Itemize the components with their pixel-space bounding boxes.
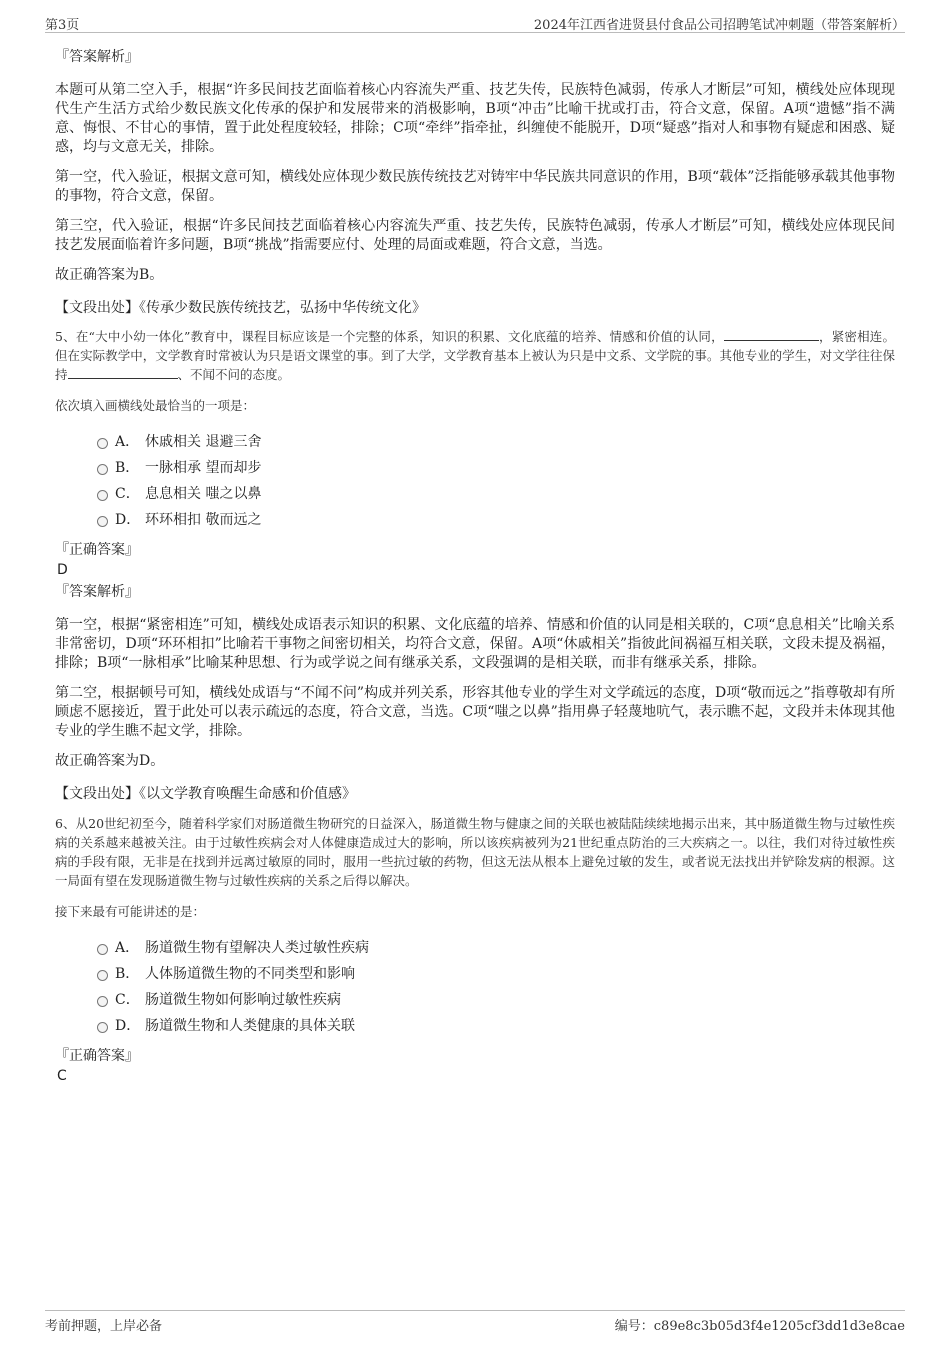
q4-analysis-heading: 『答案解析』: [55, 49, 139, 65]
q6-correct-answer: C: [57, 1068, 67, 1084]
document-title: 2024年江西省进贤县付食品公司招聘笔试冲刺题（带答案解析）: [533, 18, 905, 33]
q6-option-c[interactable]: C． 肠道微生物如何影响过敏性疾病: [97, 987, 895, 1013]
q5-analysis-p1: 第一空，根据“紧密相连”可知，横线处成语表示知识的积累、文化底蕴的培养、情感和价值的认同是相关联的，C项“息息相关”比喻关系非常密切，D项“环环相扣”比喻若干事物之间密切相关，均符合文意，保留。A项“休戚相关”指彼此间祸福互相关联，文段未提及祸福，排除；B项“一脉相承”比喻某种思想、行为或学说之间有继承关系，文段强调的是相关联，而非有继承关系，排除。: [55, 617, 895, 671]
q4-analysis-p2: 第一空，代入验证，根据文意可知，横线处应体现少数民族传统技艺对铸牢中华民族共同意识的作用，B项“载体”泛指能够承载其他事物的事物，符合文意，保留。: [55, 169, 895, 204]
q6-option-a[interactable]: A． 肠道微生物有望解决人类过敏性疾病: [97, 935, 895, 961]
q4-conclusion: 故正确答案为B。: [55, 267, 164, 283]
radio-icon[interactable]: [97, 464, 108, 475]
radio-icon[interactable]: [97, 944, 108, 955]
q5-correct-heading: 『正确答案』: [55, 542, 139, 558]
q5-option-d[interactable]: D． 环环相扣 敬而远之: [97, 507, 895, 533]
q6-prompt: 接下来最有可能讲述的是：: [55, 904, 206, 919]
radio-icon[interactable]: [97, 490, 108, 501]
q5-option-a[interactable]: A． 休戚相关 退避三舍: [97, 429, 895, 455]
q5-stem-part2: ，紧密相连。但在实际教学中，文学教育时常被认为只是语文课堂的事。到了大学，文学教育基本上被认为只是中文系、文学院的事。其他专业的学生，对文学往往保持: [55, 329, 895, 382]
q5-option-c[interactable]: C． 息息相关 嗤之以鼻: [97, 481, 895, 507]
q5-stem-part1: 5、在“大中小幼一体化”教育中，课程目标应该是一个完整的体系，知识的积累、文化底蕴的培养、情感和价值的认同，: [55, 329, 724, 344]
q6-correct-heading: 『正确答案』: [55, 1048, 139, 1064]
q5-analysis-p2: 第二空，根据顿号可知，横线处成语与“不闻不问”构成并列关系，形容其他专业的学生对文学疏远的态度，D项“敬而远之”指尊敬却有所顾虑不愿接近，置于此处可以表示疏远的态度，符合文意，当选。C项“嗤之以鼻”指用鼻子轻蔑地吭气，表示瞧不起，文段并未体现其他专业的学生瞧不起文学，排除。: [55, 685, 895, 739]
q6-option-d[interactable]: D． 肠道微生物和人类健康的具体关联: [97, 1013, 895, 1039]
q5-option-b[interactable]: B． 一脉相承 望而却步: [97, 455, 895, 481]
radio-icon[interactable]: [97, 970, 108, 981]
q5-blank-1: [724, 328, 819, 341]
page-content: [55, 44, 895, 1085]
q5-blank-2: [68, 366, 178, 379]
q5-options: [97, 429, 895, 533]
q5-source: 【文段出处】《以文学教育唤醒生命感和价值感》: [55, 786, 356, 802]
radio-icon[interactable]: [97, 438, 108, 449]
q4-analysis-p1: 本题可从第二空入手，根据“许多民间技艺面临着核心内容流失严重、技艺失传，民族特色减弱，传承人才断层”可知，横线处应体现现代生产生活方式给少数民族文化传承的保护和发展带来的消极影响，B项“冲击”比喻干扰或打击，符合文意，保留。A项“遗憾”指不满意、悔恨、不甘心的事情，置于此处程度较轻，排除；C项“牵绊”指牵扯，纠缠使不能脱开，D项“疑惑”指对人和事物有疑虑和困惑、疑惑，均与文意无关，排除。: [55, 82, 895, 155]
radio-icon[interactable]: [97, 996, 108, 1007]
q6-options: [97, 935, 895, 1039]
q6-stem: 6、从20世纪初至今，随着科学家们对肠道微生物研究的日益深入，肠道微生物与健康之间的关联也被陆陆续续地揭示出来，其中肠道微生物与过敏性疾病的关系越来越被关注。由于过敏性疾病会对人体健康造成过大的影响，所以该疾病被列为21世纪重点防治的三大疾病之一。以往，我们对待过敏性疾病的手段有限，无非是在找到并远离过敏原的同时，服用一些抗过敏的药物，但这无法从根本上避免过敏的发生，或者说无法找出并铲除发病的根源。这一局面有望在发现肠道微生物与过敏性疾病的关系之后得以解决。: [55, 816, 895, 888]
q5-prompt: 依次填入画横线处最恰当的一项是：: [55, 398, 256, 413]
q6-option-b[interactable]: B． 人体肠道微生物的不同类型和影响: [97, 961, 895, 987]
q5-analysis-heading: 『答案解析』: [55, 584, 139, 600]
q5-correct-answer: D: [57, 562, 68, 578]
q5-conclusion: 故正确答案为D。: [55, 753, 165, 769]
footer-slogan: 考前押题，上岸必备: [45, 1319, 163, 1334]
q4-source: 【文段出处】《传承少数民族传统技艺，弘扬中华传统文化》: [55, 300, 426, 316]
radio-icon[interactable]: [97, 1022, 108, 1033]
q4-analysis-p3: 第三空，代入验证，根据“许多民间技艺面临着核心内容流失严重、技艺失传，民族特色减弱，传承人才断层”可知，横线处应体现民间技艺发展面临着许多问题，B项“挑战”指需要应付、处理的局面或难题，符合文意，当选。: [55, 218, 895, 253]
page-number: 第3页: [45, 18, 80, 33]
q5-stem-part3: 、不闻不问的态度。: [177, 367, 291, 382]
q5-stem: [55, 327, 895, 384]
page-header: [45, 12, 905, 33]
page-footer: [45, 1310, 905, 1341]
radio-icon[interactable]: [97, 516, 108, 527]
footer-doc-id: 编号：c89e8c3b05d3f4e1205cf3dd1d3e8cae: [614, 1319, 905, 1334]
